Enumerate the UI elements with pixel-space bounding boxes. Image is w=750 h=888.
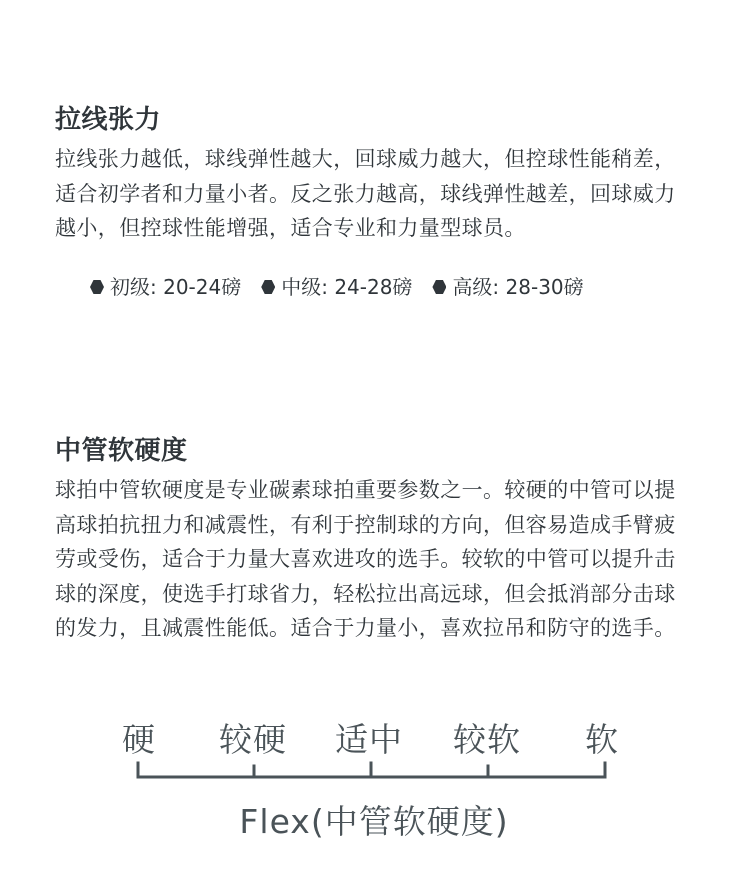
level-intermediate	[261, 271, 412, 303]
hexagon-bullet-icon	[90, 280, 104, 294]
flex-label-medium: 适中	[335, 720, 403, 759]
tension-paragraph: 拉线张力越低，球线弹性越大，回球威力越大，但控球性能稍差，适合初学者和力量小者。反之张力越高，球线弹性越差，回球威力越小，但控球性能增强，适合专业和力量型球员。	[55, 147, 676, 240]
level-advanced	[432, 271, 583, 303]
level-intermediate-label: 中级: 24-28磅	[281, 275, 413, 299]
hexagon-bullet-icon	[432, 280, 446, 294]
hexagon-bullet-icon	[261, 280, 275, 294]
flex-scale-title: Flex(中管软硬度)	[239, 802, 509, 841]
tension-title: 拉线张力	[55, 105, 162, 135]
level-advanced-label: 高级: 28-30磅	[452, 275, 584, 299]
shaft-paragraph: 球拍中管软硬度是专业碳素球拍重要参数之一。较硬的中管可以提高球拍抗扭力和减震性，有利于控制球的方向，但容易造成手臂疲劳或受伤，适合于力量大喜欢进攻的选手。较软的中管可以提升击球的深度，使选手打球省力，轻松拉出高远球，但会抵消部分击球的发力，且减震性能低。适合于力量小，喜欢拉吊和防守的选手。	[55, 478, 676, 640]
flex-label-flexible: 软	[585, 720, 619, 759]
level-beginner-label: 初级: 20-24磅	[110, 275, 242, 299]
flex-label-medium-flexible: 较软	[453, 720, 521, 759]
tension-levels	[90, 271, 584, 303]
shaft-title: 中管软硬度	[55, 436, 188, 466]
flex-label-medium-stiff: 较硬	[219, 720, 287, 759]
flex-scale-bar	[0, 758, 750, 788]
flex-label-stiff: 硬	[122, 720, 156, 759]
level-beginner	[90, 271, 241, 303]
